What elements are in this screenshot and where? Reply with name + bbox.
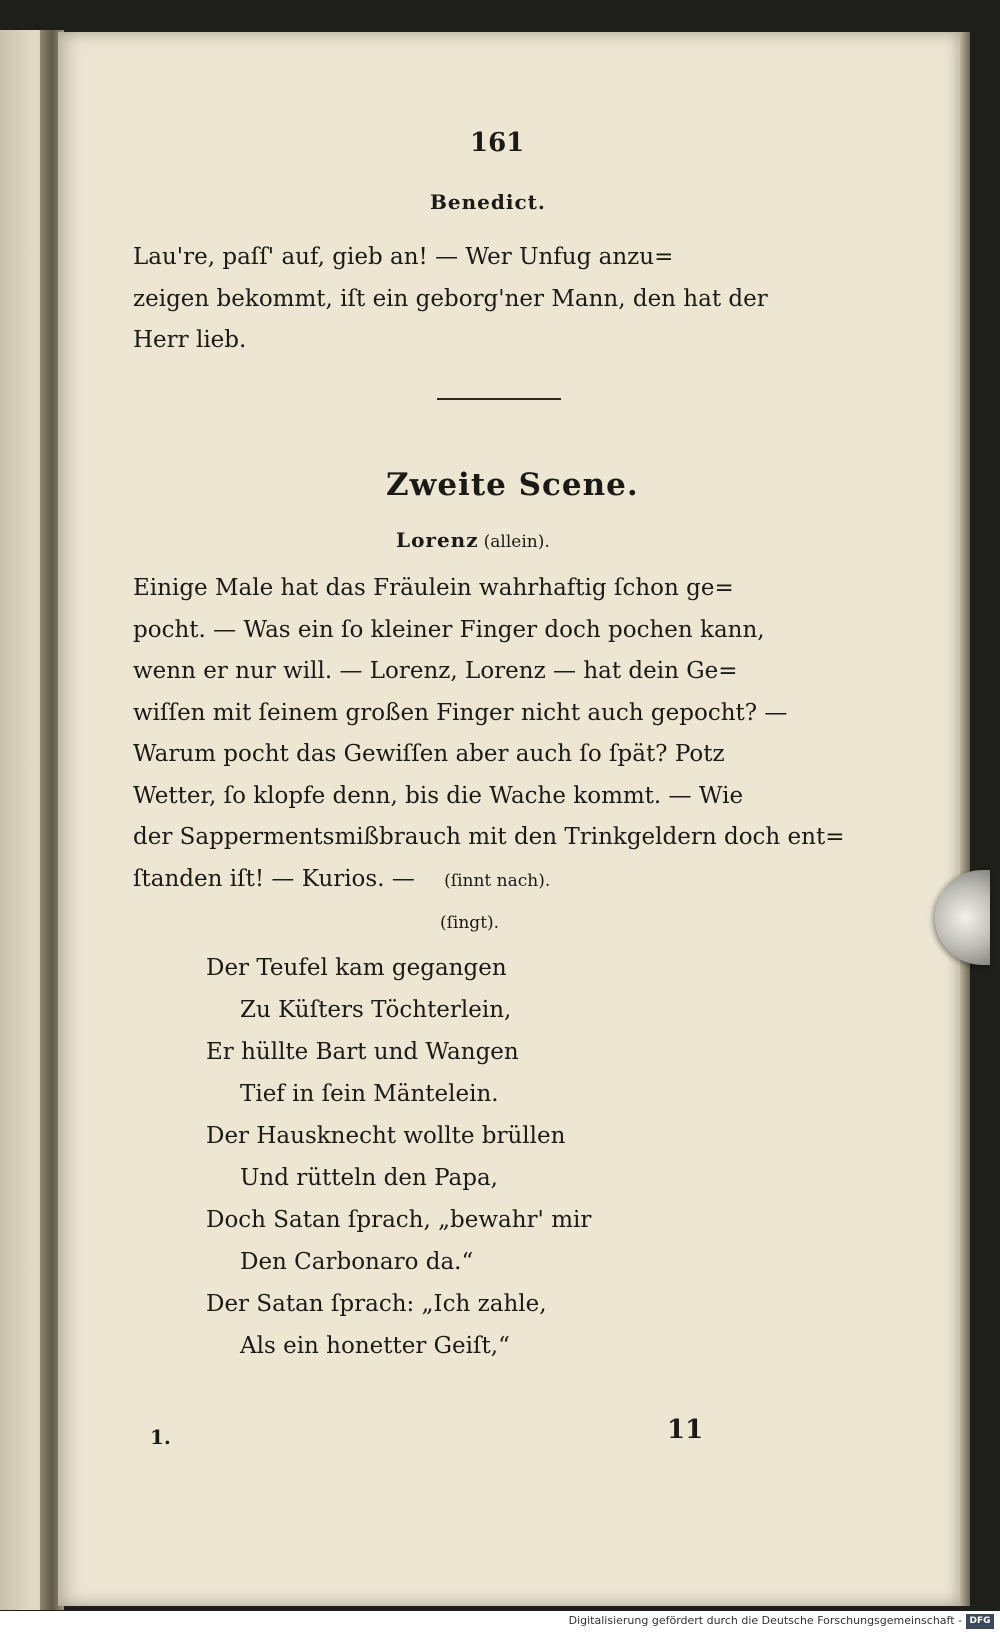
text-line: wiſſen mit ſeinem großen Finger nicht auch gepocht? — <box>133 699 788 726</box>
text-line: Warum pocht das Gewiſſen aber auch ſo ſpät? Potz <box>133 741 725 767</box>
text-line: pocht. — Was ein ſo kleiner Finger doch pochen kann, <box>133 616 765 643</box>
speaker-lorenz-block <box>396 528 550 552</box>
text-line: zeigen bekommt, iſt ein geborg'ner Mann, den hat der <box>133 285 768 312</box>
speech-lorenz <box>133 568 861 902</box>
stage-direction-singt: (ſingt). <box>440 913 500 933</box>
signature-mark: 1. <box>150 1425 171 1449</box>
verse-line: Der Satan ſprach: „Ich zahle, <box>206 1291 547 1317</box>
verse-line: Zu Küſters Töchterlein, <box>240 997 512 1023</box>
text-line: der Sappermentsmißbrauch mit den Trinkgeldern doch ent= <box>133 824 845 850</box>
stage-direction-allein: (allein). <box>483 532 550 552</box>
verse-line: Er hüllte Bart und Wangen <box>206 1039 519 1065</box>
signature-number: 11 <box>667 1415 704 1445</box>
verse-line: Als ein honetter Geiſt,“ <box>240 1333 510 1359</box>
scene-heading: Zweite Scene. <box>386 467 639 503</box>
text-line <box>133 859 861 903</box>
footer-credit: Digitalisierung gefördert durch die Deutsche Forschungsgemeinschaft - <box>568 1614 962 1627</box>
speaker-benedict: Benedict. <box>430 190 546 214</box>
text-line: wenn er nur will. — Lorenz, Lorenz — hat dein Ge= <box>133 658 738 684</box>
text-line: Einige Male hat das Fräulein wahrhaftig ſchon ge= <box>133 575 734 601</box>
page-number: 161 <box>470 128 525 158</box>
verse-line: Tief in ſein Mäntelein. <box>240 1081 499 1107</box>
verse-line: Doch Satan ſprach, „bewahr' mir <box>206 1207 592 1233</box>
page-edge <box>960 32 970 1606</box>
speech-benedict <box>133 237 861 362</box>
section-divider <box>437 398 561 400</box>
verse-line: Der Teufel kam gegangen <box>206 955 507 981</box>
verse-line: Der Hausknecht wollte brüllen <box>206 1123 566 1149</box>
text-line: Lau're, paſſ' auf, gieb an! — Wer Unfug anzu= <box>133 244 674 270</box>
verse-line: Und rütteln den Papa, <box>240 1165 498 1191</box>
stage-direction-sinnt: (ſinnt nach). <box>444 870 551 891</box>
verse-line: Den Carbonaro da.“ <box>240 1249 474 1275</box>
speaker-lorenz: Lorenz <box>396 528 479 552</box>
dfg-logo: DFG <box>966 1614 994 1629</box>
text-line: Wetter, ſo klopfe denn, bis die Wache kommt. — Wie <box>133 782 744 809</box>
text-line-end: ſtanden iſt! — Kurios. — <box>133 865 415 892</box>
footer-bar <box>0 1611 1000 1633</box>
text-line: Herr lieb. <box>133 327 247 353</box>
